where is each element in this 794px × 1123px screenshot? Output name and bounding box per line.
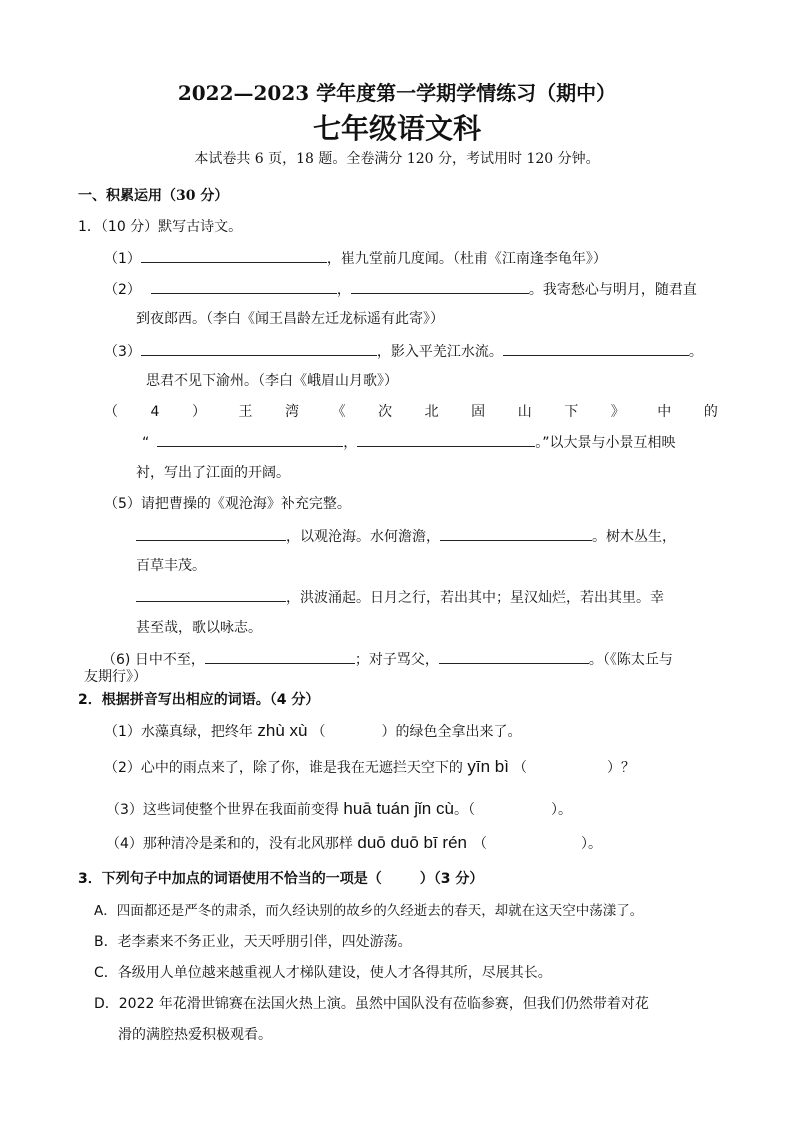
- item-text: 的: [703, 404, 718, 420]
- item-text: ）: [191, 404, 206, 420]
- item-text: ）？: [606, 760, 635, 776]
- exam-instructions: 本试卷共 6 页，18 题。全卷满分 120 分，考试用时 120 分钟。: [194, 151, 600, 167]
- item-text: 4: [150, 404, 160, 420]
- question-1-stem: 1．（10 分）默写古诗文。: [78, 219, 243, 235]
- item-text: （: [311, 724, 326, 740]
- item-text: 3．下列句子中加点的词语使用不恰当的一项是（: [78, 871, 382, 887]
- item-text: （: [512, 760, 527, 776]
- q2-item-4: [106, 833, 602, 854]
- q1-item-3-cont: 思君不见下渝州。（李白《峨眉山月歌》）: [146, 373, 398, 389]
- item-text: 。树木丛生，: [592, 529, 676, 545]
- item-text: 的绿色全拿出来了。: [395, 724, 522, 740]
- item-text: ，洪波涌起。日月之行，若出其中；星汉灿烂，若出其里。幸: [286, 590, 664, 606]
- item-text: 固: [471, 404, 486, 420]
- item-text: （6) 日中不至，: [102, 652, 205, 668]
- item-text: 下: [564, 404, 579, 420]
- item-text: （2）心中的雨点来了，除了你，谁是我在无遮拦天空下的: [104, 760, 468, 776]
- item-text: ，影入平羌江水流。: [376, 344, 503, 360]
- q1-item-2-cont: 到夜郎西。（李白《闻王昌龄左迁龙标遥有此寄》）: [136, 311, 444, 327]
- section-heading: 一、积累运用（30 分）: [78, 188, 229, 204]
- item-text: ，崔九堂前几度闻。（杜甫《江南逢李龟年》）: [326, 251, 607, 267]
- item-text: “: [142, 435, 150, 451]
- item-text: 次: [378, 404, 393, 420]
- q1-item-2: [104, 279, 697, 300]
- item-text: 。（《陈太丘与: [588, 652, 673, 668]
- answer-blank[interactable]: [157, 432, 343, 447]
- option-d-cont: 滑的满腔热爱积极观看。: [118, 1027, 272, 1043]
- q1-item-6-cont: 友期行》）: [84, 669, 147, 685]
- pinyin-text: huā tuán jǐn cù: [343, 799, 454, 818]
- item-text: 《: [331, 404, 346, 420]
- answer-blank[interactable]: [151, 279, 337, 294]
- pinyin-text: yīn bì: [467, 757, 509, 776]
- q2-item-1: [104, 721, 521, 742]
- item-text: （: [473, 836, 488, 852]
- item-text: 山: [517, 404, 532, 420]
- item-text: 湾: [285, 404, 300, 420]
- option-b: B．老李素来不务正业，天天呼朋引伴，四处游荡。: [94, 934, 412, 950]
- q1-item-4-line3: 衬，写出了江面的开阔。: [136, 465, 290, 481]
- question-3-stem: [78, 869, 483, 889]
- option-a: A．四面都还是严冬的肃杀，而久经诀别的故乡的久经逝去的春天，却就在这天空中荡漾了。: [94, 903, 644, 919]
- pinyin-text: duō duō bī rén: [357, 833, 468, 852]
- answer-blank[interactable]: [439, 649, 589, 664]
- q1-item-5-stem: （5）请把曹操的《观沧海》补充完整。: [104, 496, 351, 512]
- answer-blank[interactable]: [141, 248, 327, 263]
- item-text: （1）水藻真绿，把终年: [104, 724, 258, 740]
- answer-blank[interactable]: [503, 341, 689, 356]
- item-text: 北: [424, 404, 439, 420]
- answer-blank[interactable]: [136, 526, 286, 541]
- item-text: ）。: [550, 802, 572, 818]
- pinyin-text: zhù xù: [257, 721, 308, 740]
- q1-item-6: [102, 649, 673, 670]
- q1-item-1: [104, 248, 607, 269]
- subject-title: 七年级语文科: [312, 112, 481, 145]
- item-text: 》: [610, 404, 625, 420]
- answer-blank[interactable]: [141, 341, 377, 356]
- item-text: ，: [336, 282, 351, 298]
- item-text: 。我寄愁心与明月，随君直: [528, 282, 697, 298]
- q2-item-3: [106, 799, 572, 820]
- answer-blank[interactable]: [136, 587, 286, 602]
- answer-blank[interactable]: [351, 279, 529, 294]
- option-c: C．各级用人单位越来越重视人才梯队建设，使人才各得其所，尽展其长。: [94, 965, 552, 981]
- item-number: （1）: [104, 251, 141, 267]
- item-text: ）（3 分）: [419, 871, 484, 887]
- item-text: 。（: [453, 802, 475, 818]
- item-text: 中: [657, 404, 672, 420]
- answer-blank[interactable]: [205, 649, 355, 664]
- q1-item-5-line1: [136, 526, 676, 547]
- item-text: 。: [688, 344, 703, 360]
- item-text: （3）这些词使整个世界在我面前变得: [106, 802, 344, 818]
- q1-item-3: [104, 341, 703, 362]
- item-text: 王: [238, 404, 253, 420]
- item-number: （2）: [104, 282, 141, 298]
- item-text: （4）那种清冷是柔和的，没有北风那样: [106, 836, 358, 852]
- item-text: ）: [381, 724, 396, 740]
- q1-item-5-line4: 甚至哉，歌以咏志。: [136, 620, 262, 636]
- item-text: 。”以大景与小景互相映: [535, 435, 676, 451]
- q1-item-4-line2: [142, 432, 676, 453]
- item-text: （: [104, 404, 118, 420]
- item-text: ，: [343, 435, 358, 451]
- answer-blank[interactable]: [440, 526, 592, 541]
- q1-item-5-line2: 百草丰茂。: [136, 558, 206, 574]
- option-d: D．2022 年花滑世锦赛在法国火热上演。虽然中国队没有莅临参赛，但我们仍然带着对花: [94, 996, 649, 1012]
- item-text: ）。: [581, 836, 603, 852]
- item-text: ，以观沧海。水何澹澹，: [286, 529, 440, 545]
- q1-item-4: [104, 402, 718, 422]
- q2-item-2: [104, 757, 635, 778]
- q1-item-5-line3: [136, 587, 664, 608]
- exam-title: 2022—2023 学年度第一学期学情练习（期中）: [177, 81, 617, 105]
- question-2-stem: 2．根据拼音写出相应的词语。（4 分）: [78, 692, 320, 708]
- answer-blank[interactable]: [357, 432, 535, 447]
- item-number: （3）: [104, 344, 141, 360]
- item-text: ；对子骂父，: [354, 652, 439, 668]
